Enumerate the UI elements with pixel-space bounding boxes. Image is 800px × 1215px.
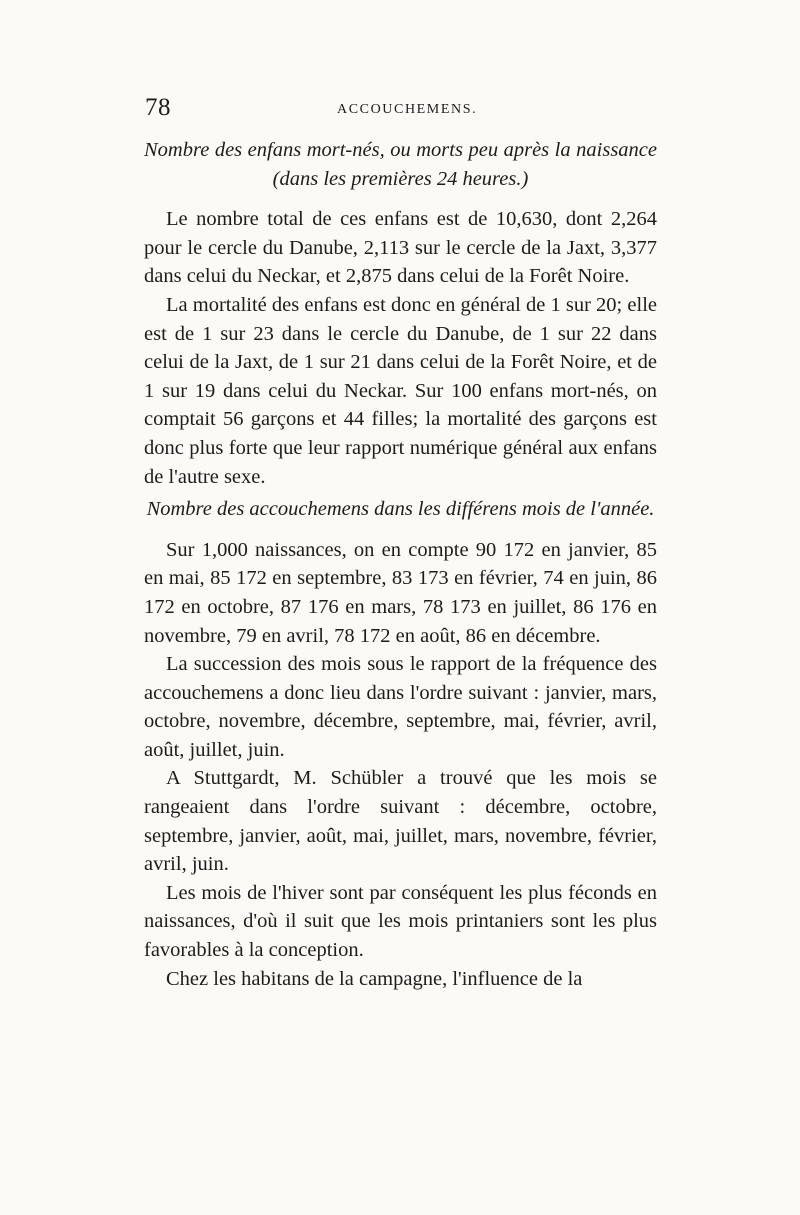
section-heading-stillborn: Nombre des enfans mort-nés, ou morts peu après la naissance (dans les premières 24 heures.) [144,139,657,190]
page-header [145,90,660,130]
paragraph: A Stuttgardt, M. Schübler a trouvé que les mois se rangeaient dans l'ordre suivant : décembre, octobre, septembre, janvier, août, mai, juillet, mars, novembre, février, avril, juin. [144,767,657,876]
paragraph: Chez les habitans de la campagne, l'influence de la [166,967,583,990]
paragraph: Les mois de l'hiver sont par conséquent les plus féconds en naissances, d'où il suit que les mois printaniers sont les plus favorables à la conception. [144,881,657,962]
paragraph: La succession des mois sous le rapport de la fréquence des accouchemens a donc lieu dans l'ordre suivant : janvier, mars, octobre, novembre, décembre, septembre, mai, février, avril, août, juillet, juin. [144,653,657,761]
paragraph: La mortalité des enfans est donc en général de 1 sur 20; elle est de 1 sur 23 dans le cercle du Danube, de 1 sur 22 dans celui de la Jaxt, de 1 sur 21 dans celui de la Forêt Noire, et de 1 sur 19 dans celui du Neckar. Sur 100 enfans mort-nés, on comptait 56 garçons et 44 filles; la mortalité des garçons est donc plus forte que leur rapport numérique général aux enfans de l'autre sexe. [144,293,657,488]
section-heading-births-by-month: Nombre des accouchemens dans les différens mois de l'année. [146,498,655,521]
running-head: ACCOUCHEMENS. [337,102,478,117]
paragraph: Sur 1,000 naissances, on en compte 90 172 en janvier, 85 en mai, 85 172 en septembre, 83 173 en février, 74 en juin, 86 172 en octobre, 87 176 en mars, 78 173 en juillet, 86 176 en novembre, 79 en avril, 78 172 en août, 86 en décembre. [144,538,657,647]
page-body [144,136,657,993]
page-number: 78 [145,94,171,121]
paragraph: Le nombre total de ces enfans est de 10,630, dont 2,264 pour le cercle du Danube, 2,113 sur le cercle de la Jaxt, 3,377 dans celui du Neckar, et 2,875 dans celui de la Forêt Noire. [144,208,657,288]
